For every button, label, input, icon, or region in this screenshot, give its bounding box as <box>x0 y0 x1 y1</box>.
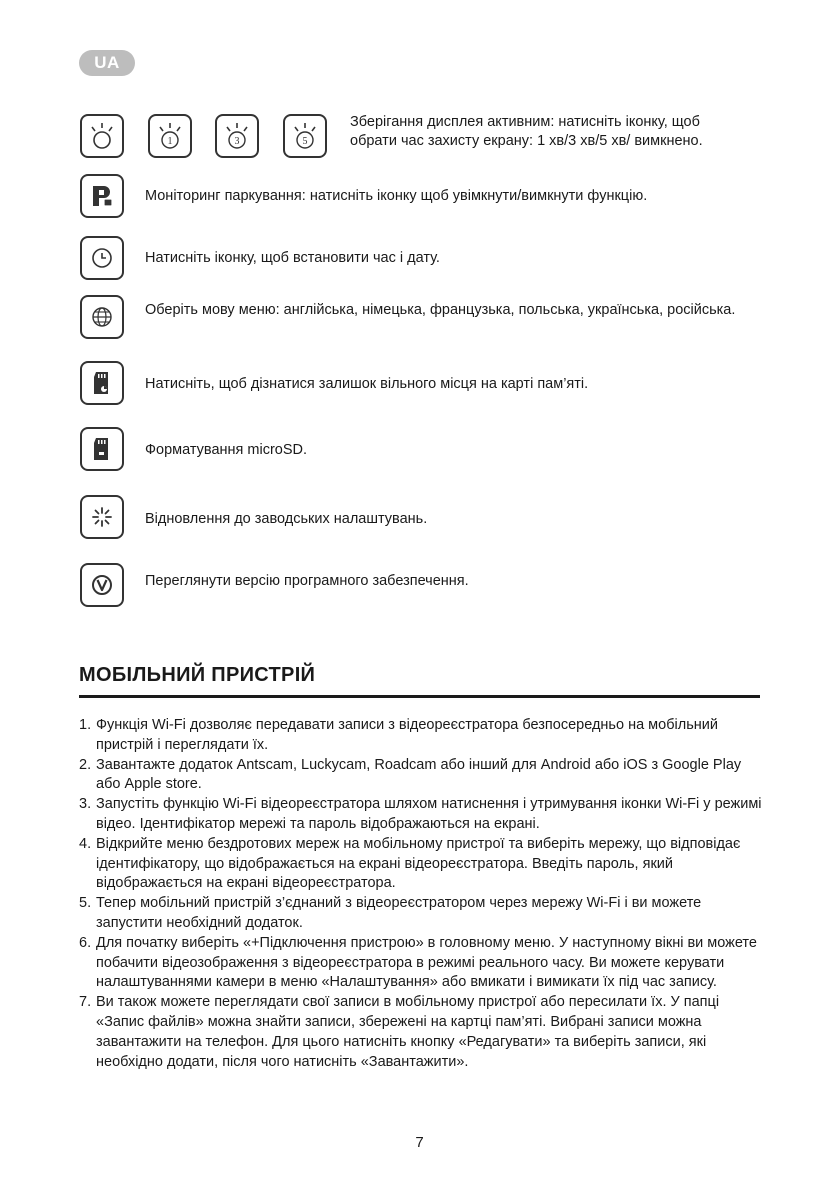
screen-saver-1min-icon <box>148 114 192 158</box>
list-item-number: 4. <box>79 835 92 852</box>
screen-saver-5min-label: 5 <box>302 136 308 147</box>
section-divider <box>79 695 760 698</box>
list-item-text: Для початку виберіть «+Підключення пристрою» в головному меню. У наступному вікні ви можете побачити відеозображення з відеореєстратора в режимі реального часу. Ви можете керувати налаштуваннями камери в меню «Налаштування» або вмикати і вимикати їх під час запису. <box>96 934 757 991</box>
list-item-number: 7. <box>79 994 92 1011</box>
parking-monitor-icon <box>80 174 124 218</box>
section-title: МОБІЛЬНИЙ ПРИСТРІЙ <box>79 664 316 686</box>
clock-icon <box>80 236 124 280</box>
screen-saver-description: Зберігання дисплея активним: натисніть іконку, щоб обрати час захисту екрану: 1 хв/3 хв/5 хв/ вимкнено. <box>350 114 703 149</box>
screen-saver-3min-icon <box>215 114 259 158</box>
list-item-text: Завантажте додаток Antscam, Luckycam, Roadcam або інший для Android або iOS з Google Play або Apple store. <box>96 756 742 793</box>
list-item-number: 6. <box>79 934 92 951</box>
language-badge: UA <box>79 50 135 76</box>
reset-description: Відновлення до заводських налаштувань. <box>145 511 428 527</box>
parking-monitor-description: Моніторинг паркування: натисніть іконку щоб увімкнути/вимкнути функцію. <box>145 188 648 204</box>
list-item-number: 3. <box>79 796 92 813</box>
language-description: Оберіть мову меню: англійська, німецька, французька, польська, українська, російська. <box>145 302 736 318</box>
list-item <box>79 993 769 1072</box>
list-item <box>79 894 769 934</box>
sd-card-format-icon <box>80 427 124 471</box>
clock-description: Натисніть іконку, щоб встановити час і дату. <box>145 250 440 266</box>
list-item-number: 2. <box>79 756 92 773</box>
list-item <box>79 934 769 993</box>
list-item-text: Відкрийте меню бездротових мереж на мобільному пристрої та виберіть мережу, що відповідає ідентифікатору, що відображається на екрані відеореєстратора. Введіть пароль, який відображається на екрані відеореєстратора. <box>96 835 741 892</box>
version-description: Переглянути версію програмного забезпечення. <box>145 573 469 589</box>
screen-saver-1min-label: 1 <box>167 136 173 147</box>
sd-card-info-icon <box>80 361 124 405</box>
list-item <box>79 756 769 796</box>
list-item-number: 1. <box>79 717 92 733</box>
list-item-text: Тепер мобільний пристрій з’єднаний з відеореєстратором через мережу Wi-Fi і ви можете запустити необхідний додаток. <box>96 895 702 931</box>
list-item <box>79 795 769 835</box>
sd-card-format-description: Форматування microSD. <box>145 442 308 458</box>
globe-icon <box>80 295 124 339</box>
screen-saver-3min-label: 3 <box>234 136 240 147</box>
list-item-number: 5. <box>79 895 92 912</box>
list-item-text: Функція Wi-Fi дозволяє передавати записи з відеореєстратора безпосередньо на мобільний пристрій і переглядати їх. <box>96 717 718 753</box>
list-item <box>79 835 769 894</box>
instructions-list <box>79 716 769 1072</box>
version-icon <box>80 563 124 607</box>
page-number: 7 <box>415 1134 424 1151</box>
list-item-text: Ви також можете переглядати свої записи в мобільному пристрої або пересилати їх. У папці «Запис файлів» можна знайти записи, збережені на картці пам’яті. Вибрані записи можна завантажити на телефон. Для цього натисніть кнопку «Редагувати» та виберіть записи, які необхідно додати, після чого натисніть «Завантажити». <box>96 994 720 1070</box>
sd-card-info-description: Натисніть, щоб дізнатися залишок вільного місця на карті пам’яті. <box>145 376 589 392</box>
screen-saver-off-icon <box>80 114 124 158</box>
list-item <box>79 716 769 756</box>
screen-saver-5min-icon <box>283 114 327 158</box>
list-item-text: Запустіть функцію Wi-Fi відеореєстратора шляхом натиснення і утримування іконки Wi-Fi у режимі відео. Ідентифікатор мережі та пароль відображаються на екрані. <box>96 796 762 832</box>
reset-icon <box>80 495 124 539</box>
